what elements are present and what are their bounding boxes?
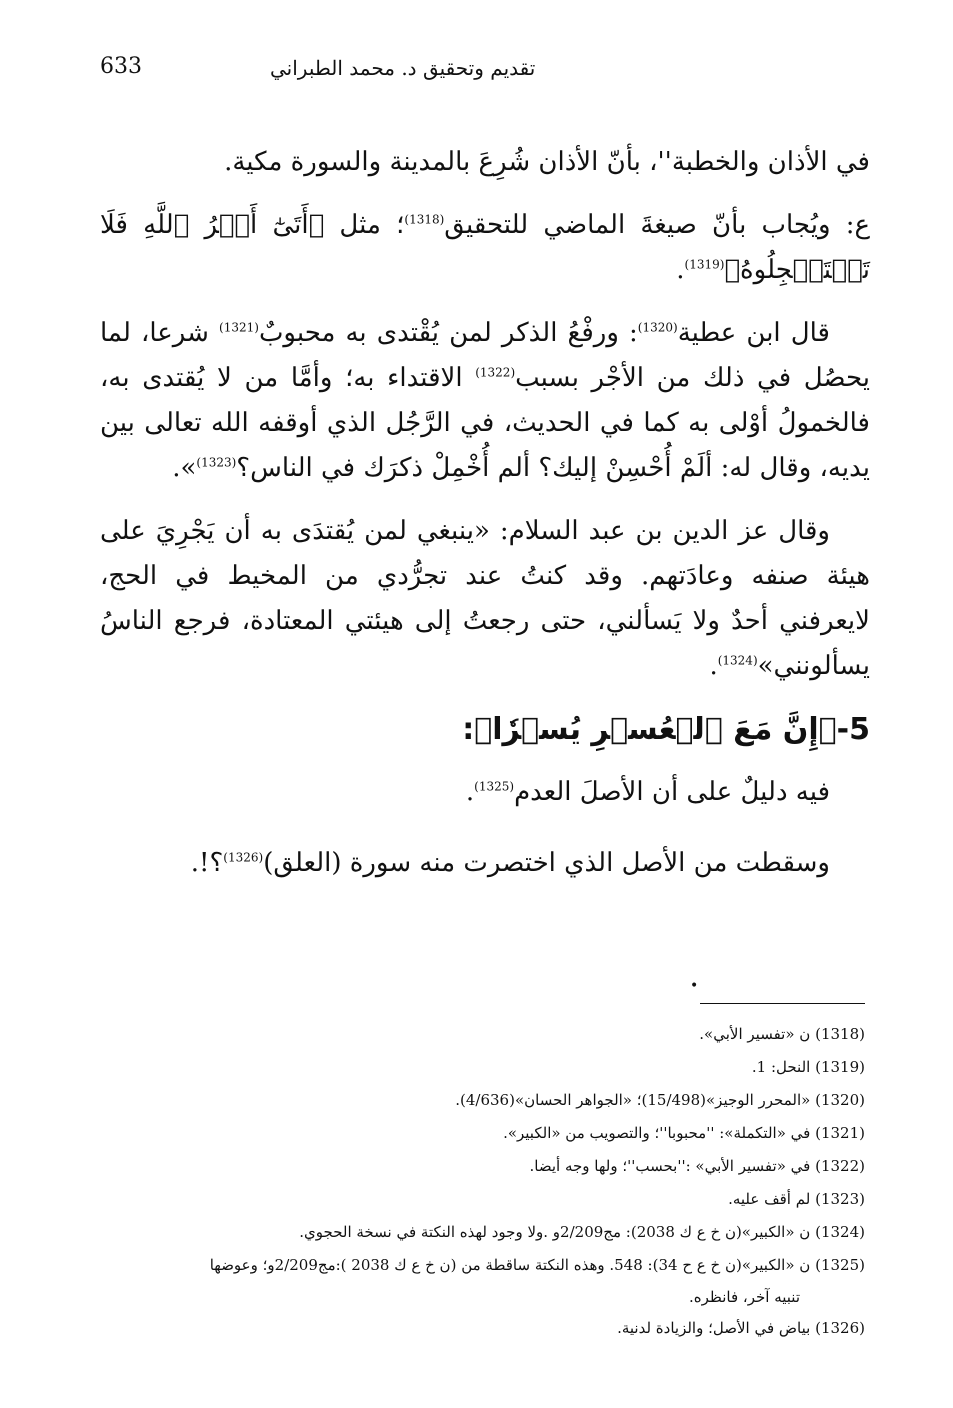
- stray-dot: •: [690, 978, 699, 994]
- footnote-text: النحل: 1.: [751, 1058, 811, 1076]
- footnote: [100, 1150, 865, 1183]
- footnote-number: (1321): [815, 1124, 865, 1142]
- footnote-ref: (1319): [684, 257, 725, 272]
- footnotes: [100, 1018, 865, 1345]
- footnote-ref: (1323): [196, 455, 237, 470]
- footnote-number: (1319): [815, 1058, 865, 1076]
- page-number: 633: [100, 54, 142, 79]
- paragraph-text: ».: [172, 453, 197, 483]
- footnote-separator: [700, 1003, 865, 1004]
- footnote-ref: (1322): [475, 365, 516, 380]
- main-text: [100, 140, 870, 904]
- footnote-text: في «التكملة»: ''محبوبا''؛ والتصويب من «الكبير».: [503, 1124, 811, 1142]
- paragraph-text: ع: ويُجاب بأنّ صيغةَ الماضي للتحقيق: [444, 210, 870, 240]
- footnote-number: (1322): [815, 1157, 865, 1175]
- paragraph-text: فيه دليلٌ على أن الأصلَ العدم: [514, 777, 830, 807]
- paragraph-text: .: [709, 651, 718, 681]
- paragraph-text: وسقطت من الأصل الذي اختصرت منه سورة (العلق): [263, 848, 830, 878]
- footnote-number: (1318): [815, 1025, 865, 1043]
- paragraph-text: ؛ مثل ﴿أَتَىٰٓ أَمۡرُ ٱللَّهِ فَلَا تَسۡتَعۡجِلُوهُ﴾: [100, 210, 870, 285]
- footnote-number: (1324): [815, 1223, 865, 1241]
- paragraph-text: الاقتداء به؛ وأمَّا من لا يُقتدى به، فالخمولُ أوْلى به كما في الحديث، في الرَّجُل الذي أوقفه الله تعالى بين يديه، وقال له: ألَمْ أُحْسِنْ إليك؟ ألم أُخْمِلْ ذكرَك في الناس؟: [100, 363, 870, 483]
- footnote-number: (1320): [815, 1091, 865, 1109]
- footnote-ref: (1325): [474, 779, 515, 794]
- paragraph-text: : ورفْعُ الذكر لمن يُقْتدى به محبوبٌ: [258, 318, 638, 348]
- footnote-number: (1323): [815, 1190, 865, 1208]
- footnote-text: ن «الكبير»(ن خ ع ك 2038): مج2/209و .ولا وجود لهذه النكتة في نسخة الحجوي.: [299, 1223, 811, 1241]
- paragraph-text: .: [676, 255, 685, 285]
- footnote: [100, 1216, 865, 1249]
- paragraph-1: في الأذان والخطبة''، بأنّ الأذان شُرِعَ بالمدينة والسورة مكية.: [224, 147, 870, 177]
- footnote-ref: (1324): [717, 653, 758, 668]
- footnote: [100, 1117, 865, 1150]
- footnote: [100, 1018, 865, 1051]
- footnote-text: لم أقف عليه.: [728, 1190, 811, 1208]
- footnote-continuation: تنبيه آخر، فانظره.: [688, 1288, 800, 1306]
- footnote-number: (1326): [815, 1319, 865, 1337]
- paragraph-text: وقال عز الدين بن عبد السلام: «ينبغي لمن يُقتدَى به أن يَجْرِيَ على هيئة صنفه وعادَتهم. وقد كنتُ عند تجرُّدي من المخيط في الحج، لايعرفني أحدٌ ولا يَسألني، حتى رجعتُ إلى هيئتي المعتادة، فرجع الناسُ يسألونني»: [100, 516, 870, 681]
- footnote-ref: (1320): [637, 320, 678, 335]
- paragraph-3: [100, 311, 870, 491]
- section-verse: ﴿إِنَّ مَعَ ٱلۡعُسۡرِ يُسۡرٗا﴾: [474, 712, 837, 747]
- page-header: [100, 50, 860, 90]
- running-title: تقديم وتحقيق د. محمد الطبراني: [270, 56, 536, 80]
- paragraph-text: قال ابن عطية: [677, 318, 830, 348]
- footnote: [100, 1084, 865, 1117]
- footnote-text: ن «تفسير الأبي».: [699, 1025, 811, 1043]
- paragraph-6: [100, 841, 870, 886]
- section-number: 5-: [836, 712, 870, 747]
- footnote-text: في «تفسير الأبي» :''بحسب''؛ ولها وجه أيضا.: [529, 1157, 811, 1175]
- footnote-ref: (1321): [219, 320, 259, 335]
- footnote-text: ن «الكبير»(ن خ ع ح 34): 548. وهذه النكتة ساقطة من (ن خ ع ك 2038 ):مج2/209و؛ وعوضها: [209, 1256, 811, 1274]
- paragraph-5: [100, 770, 870, 815]
- footnote-text: بياض في الأصل؛ والزيادة لدنية.: [617, 1319, 811, 1337]
- section-colon: :: [462, 712, 475, 747]
- footnote-ref: (1318): [404, 212, 445, 227]
- footnote-number: (1325): [815, 1256, 865, 1274]
- paragraph-text: .: [465, 777, 475, 807]
- paragraph-4: [100, 509, 870, 689]
- footnote: [100, 1183, 865, 1216]
- paragraph-text: ؟!.: [190, 848, 224, 878]
- paragraph-2: [100, 203, 870, 293]
- footnote-ref: (1326): [223, 850, 264, 865]
- footnote: [100, 1051, 865, 1084]
- footnote-text: «المحرر الوجيز»(15/498)؛ «الجواهر الحسان»(4/636).: [455, 1091, 811, 1109]
- footnote: [100, 1249, 865, 1312]
- section-heading: [100, 707, 870, 752]
- paragraph-text: شرعا، لما يحصُل في ذلك من الأجْر بسبب: [100, 318, 870, 393]
- footnote: [100, 1312, 865, 1345]
